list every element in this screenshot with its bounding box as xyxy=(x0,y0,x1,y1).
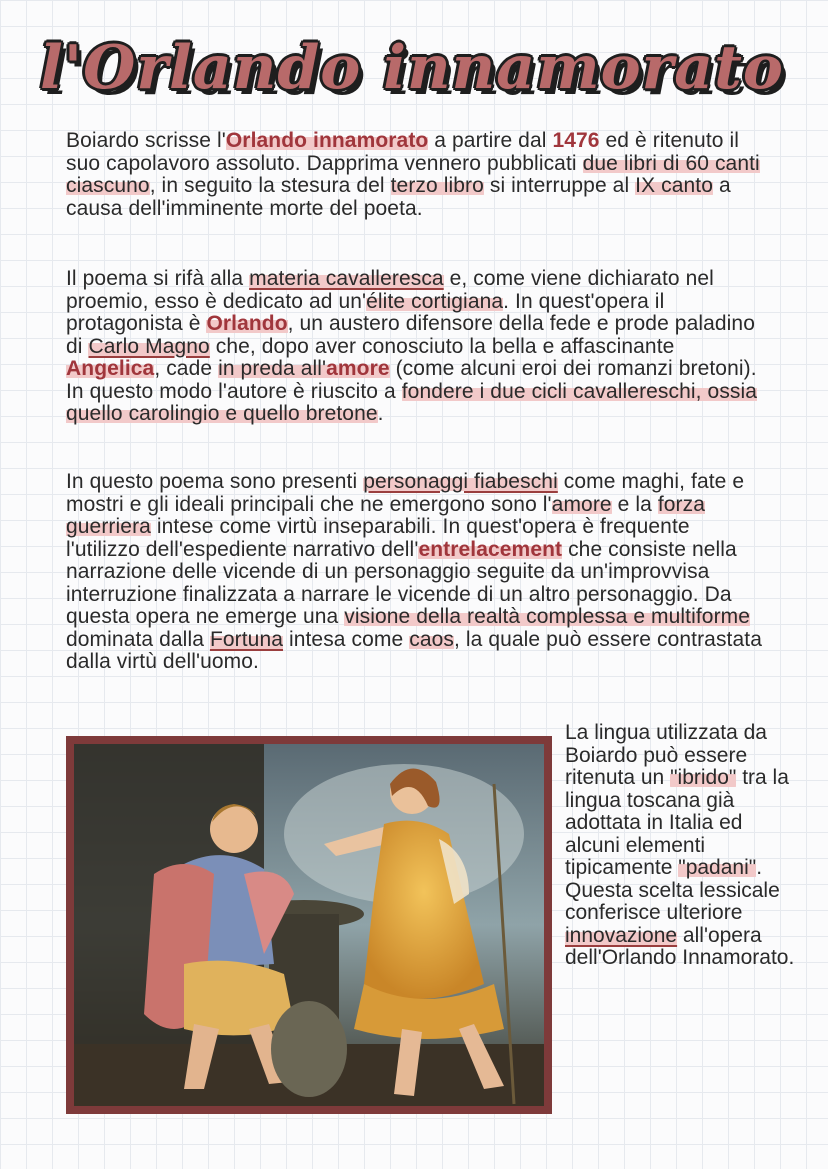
painting-frame xyxy=(66,736,552,1114)
highlight-elite: élite cortigiana xyxy=(366,289,504,313)
paragraph-plot: Il poema si rifà alla materia cavalleresca e, come viene dichiarato nel proemio, esso è dedicato ad un'élite cortigiana. In quest'opera il protagonista è Orlando, un austero difensore della fede e prode paladino di Carlo Magno che, dopo aver conosciuto la bella e affascinante Angelica, cade in preda all'amore (come alcuni eroi dei romanzi bretoni). In questo modo l'autore è riuscito a fondere i due cicli cavallereschi, ossia quello carolingio e quello bretone. xyxy=(66,267,758,425)
paragraph-language: La lingua utilizzata da Boiardo può essere ritenuta un "ibrido" tra la lingua toscana già adottata in Italia ed alcuni elementi tipicamente "padani". Questa scelta lessicale conferisce ulteriore innovazione all'opera dell'Orlando Innamorato. xyxy=(565,721,795,969)
page-title: l'Orlando innamorato xyxy=(40,33,784,103)
highlight-year: 1476 xyxy=(552,129,600,152)
paragraph-intro: Boiardo scrisse l'Orlando innamorato a partire dal 1476 ed è ritenuto il suo capolavoro assoluto. Dapprima vennero pubblicati due libri di 60 canti ciascuno, in seguito la stesura del terzo libro si interruppe al IX canto a causa dell'imminente morte del poeta. xyxy=(66,129,760,220)
highlight-two-books: due libri di 60 canti ciascuno xyxy=(66,151,760,197)
highlight-ix-canto: IX canto xyxy=(635,174,714,197)
highlight-carlo-magno: Carlo Magno xyxy=(88,334,210,358)
highlight-forza-guerriera: forza guerriera xyxy=(66,492,706,538)
painting-image xyxy=(74,744,544,1106)
highlight-in-preda: in preda all'amore xyxy=(218,357,390,380)
highlight-orlando: Orlando xyxy=(206,312,288,335)
highlight-angelica: Angelica xyxy=(66,357,155,380)
highlight-fondere-cicli: fondere i due cicli cavallereschi, ossia quello carolingio e quello bretone xyxy=(66,379,758,425)
highlight-padani: "padani" xyxy=(678,856,757,879)
highlight-visione: visione della realtà complessa e multiforme xyxy=(344,605,751,628)
highlight-amore: amore xyxy=(551,492,612,516)
highlight-third-book: terzo libro xyxy=(390,174,484,197)
highlight-entrelacement: entrelacement xyxy=(418,537,563,561)
highlight-orlando-innamorato: Orlando innamorato xyxy=(225,129,429,152)
highlight-caos: caos xyxy=(409,627,454,651)
paragraph-themes: In questo poema sono presenti personaggi fiabeschi come maghi, fate e mostri e gli ideali principali che ne emergono sono l'amore e la forza guerriera intese come virtù inseparabili. In quest'opera è frequente l'utilizzo dell'espediente narrativo dell'entrelacement che consiste nella narrazione delle vicende di un personaggio seguite da un'improvvisa interruzione finalizzata a narrare le vicende di un altro personaggio. Da questa opera ne emerge una visione della realtà complessa e multiforme dominata dalla Fortuna intesa come caos, la quale può essere contrastata dalla virtù dell'uomo. xyxy=(66,470,762,673)
highlight-personaggi: personaggi fiabeschi xyxy=(363,470,558,493)
highlight-materia-cavalleresca: materia cavalleresca xyxy=(249,267,444,290)
highlight-innovazione: innovazione xyxy=(565,923,678,947)
highlight-ibrido: "ibrido" xyxy=(670,766,737,789)
highlight-fortuna: Fortuna xyxy=(209,627,284,651)
